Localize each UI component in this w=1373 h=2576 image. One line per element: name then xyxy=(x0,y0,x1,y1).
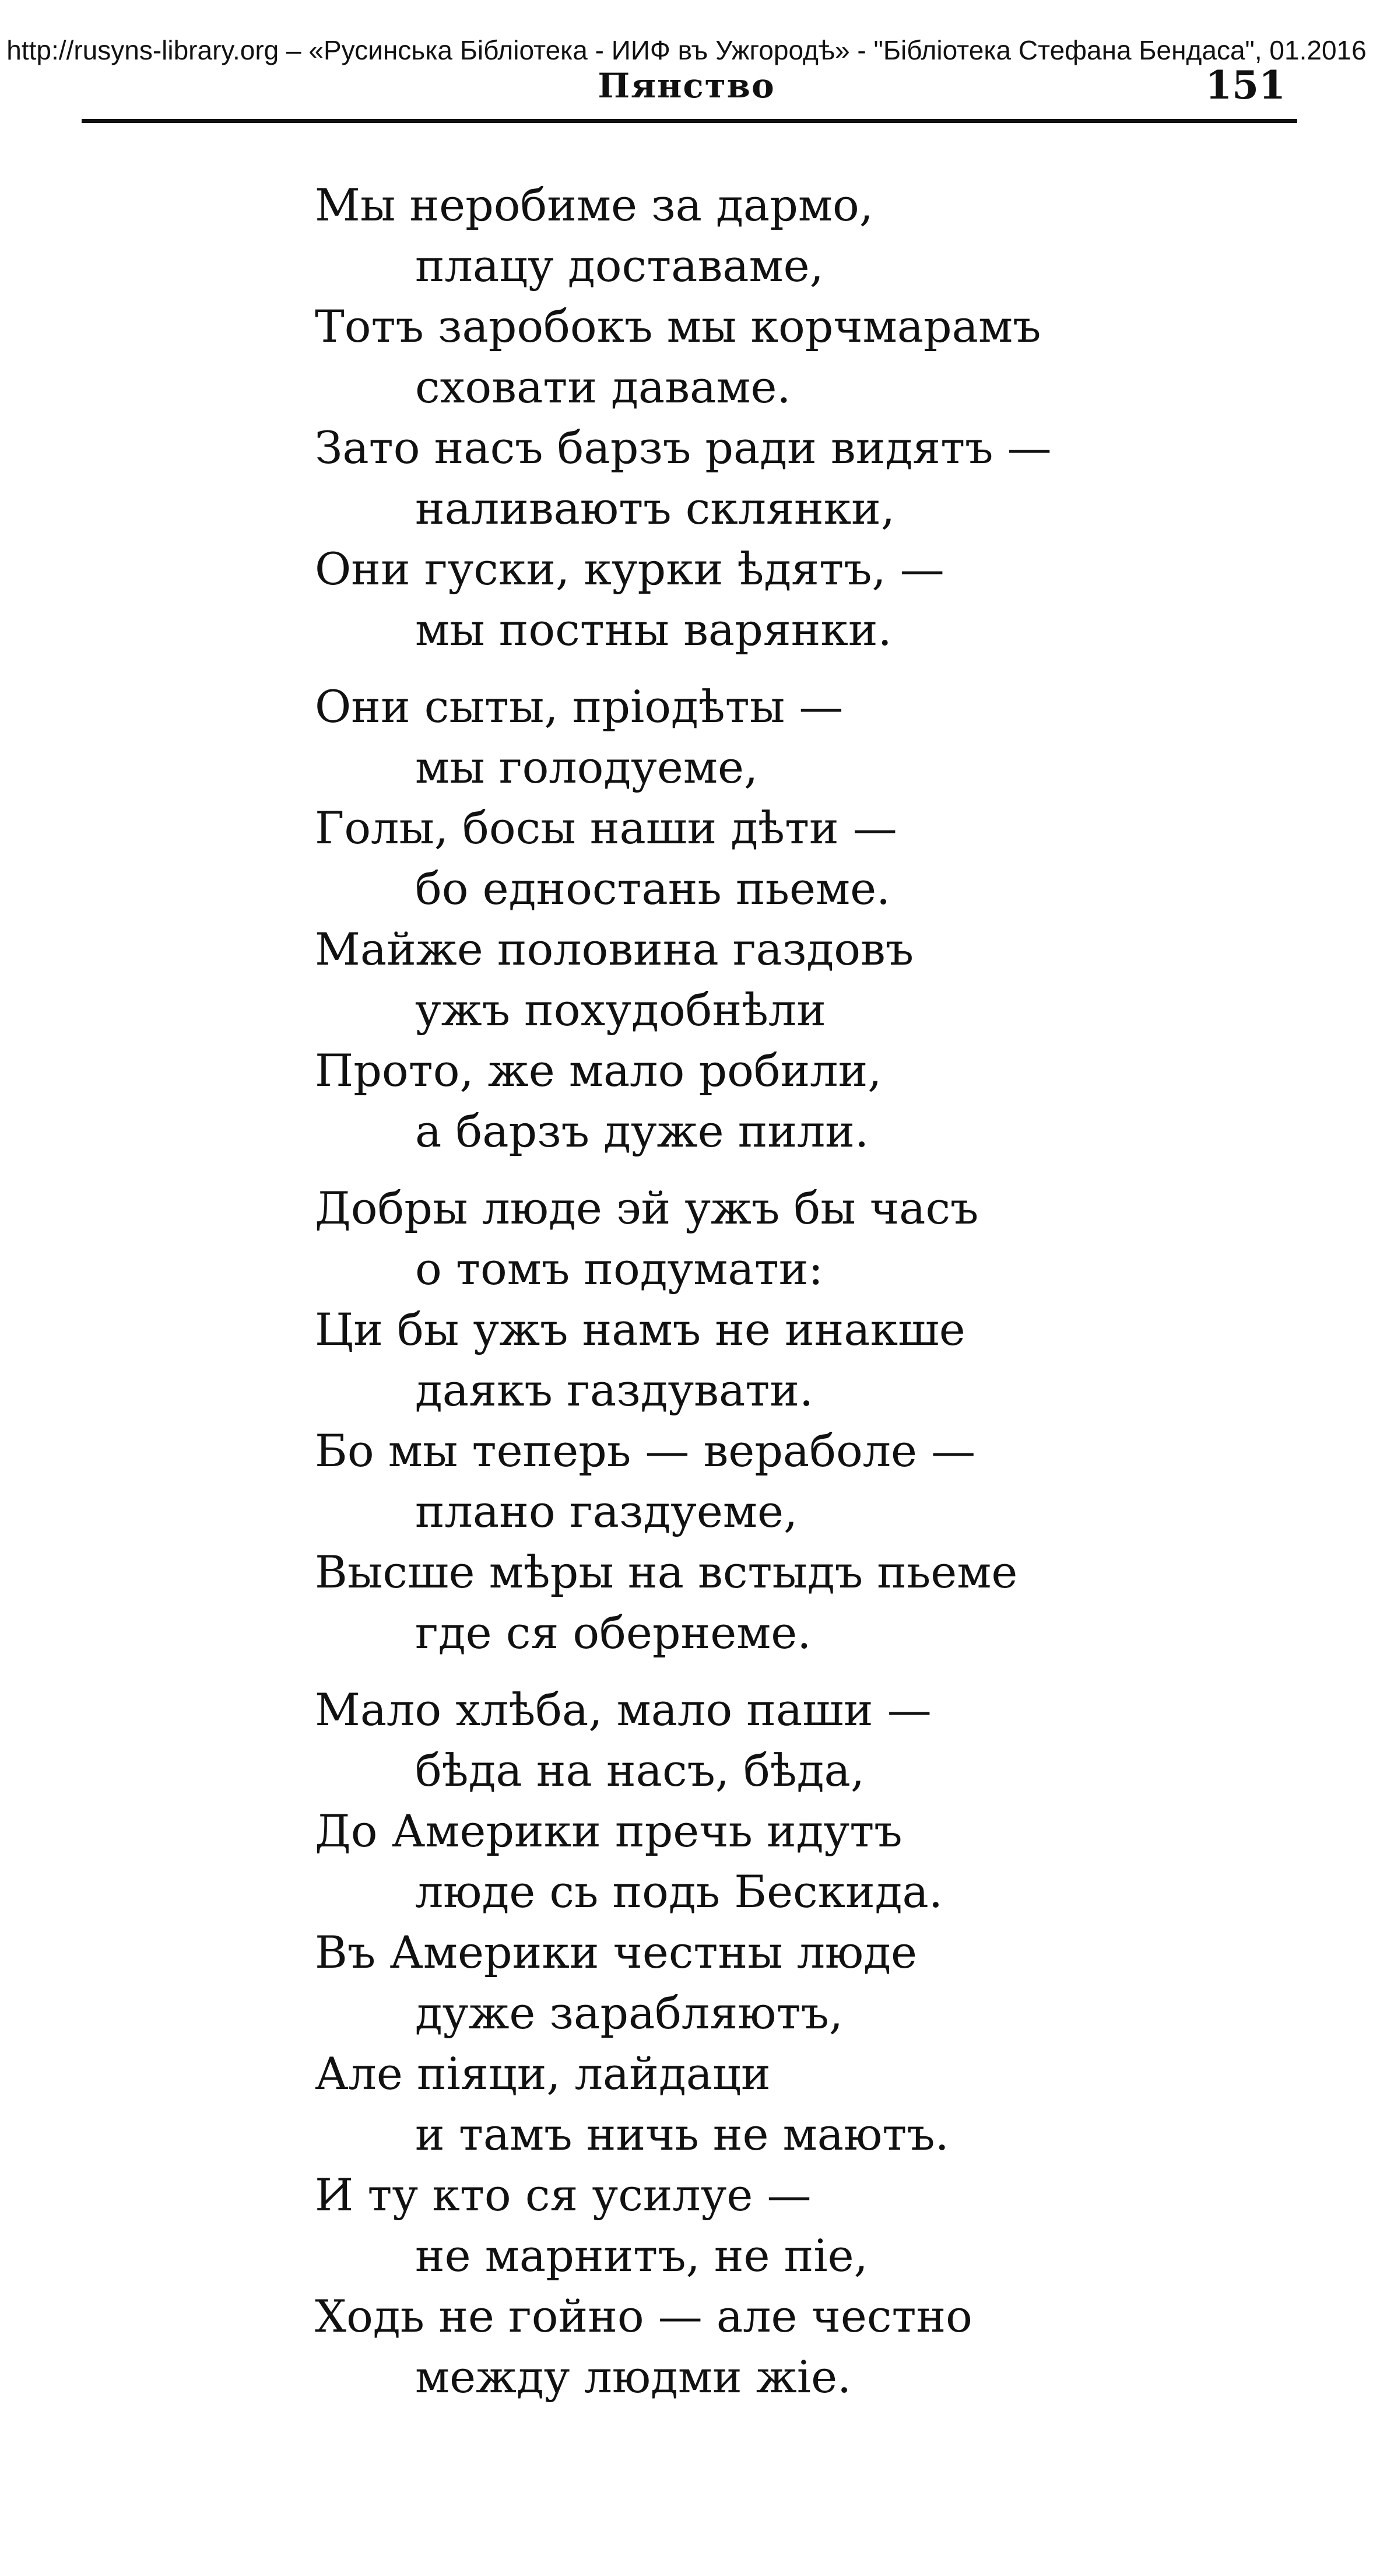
verse-line: Прото, же мало робили, xyxy=(315,1045,882,1096)
verse-line: между людми жіе. xyxy=(415,2351,852,2403)
verse-line: Они сыты, пріодѣты — xyxy=(315,681,844,733)
verse-line: плано газдуеме, xyxy=(415,1485,798,1537)
verse-line: мы голодуеме, xyxy=(415,741,759,793)
verse-line: Высше мѣры на встыдъ пьеме xyxy=(315,1546,1018,1598)
verse-line: Майже половина газдовъ xyxy=(315,923,914,975)
verse-line: И ту кто ся усилуе — xyxy=(315,2169,812,2221)
running-head xyxy=(0,63,1373,110)
verse-line: о томъ подумати: xyxy=(415,1243,823,1295)
verse-line: где ся обернеме. xyxy=(415,1607,812,1659)
verse-line: и тамъ ничь не маютъ. xyxy=(415,2108,949,2160)
verse-line: Мало хлѣба, мало паши — xyxy=(315,1684,932,1736)
verse-line: Голы, босы наши дѣти — xyxy=(315,802,897,854)
source-url-line: http://rusyns-library.org – «Русинська Бібліотека - ИИФ въ Ужгородѣ» - "Бібліотека Стефана Бендаса", 01.2016 xyxy=(6,35,1367,65)
verse-line: не марнитъ, не піе, xyxy=(415,2230,868,2281)
verse-line: дуже зарабляютъ, xyxy=(415,1987,843,2039)
stanza xyxy=(315,677,1224,1162)
running-title: Пянство xyxy=(598,66,775,106)
verse-line: Мы неробиме за дармо, xyxy=(315,179,873,231)
verse-line: Въ Америки честны люде xyxy=(315,1926,917,1978)
verse-line: ужъ похудобнѣли xyxy=(415,984,826,1036)
header-rule xyxy=(82,119,1297,123)
stanza xyxy=(315,1178,1224,1663)
page-number: 151 xyxy=(1205,62,1286,108)
verse-line: Зато насъ барзъ ради видятъ — xyxy=(315,422,1052,474)
verse-line: бѣда на насъ, бѣда, xyxy=(415,1744,865,1796)
verse-line: бо едностань пьеме. xyxy=(415,863,891,914)
verse-line: Они гуски, курки ѣдятъ, — xyxy=(315,543,944,595)
verse-line: даякъ газдувати. xyxy=(415,1364,814,1416)
verse-line: сховати даваме. xyxy=(415,361,791,413)
verse-line: мы постны варянки. xyxy=(415,604,892,656)
verse-line: люде сь подь Бескида. xyxy=(415,1866,943,1918)
verse-line: а барзъ дуже пили. xyxy=(415,1105,869,1157)
verse-line: Але піяци, лайдаци xyxy=(315,2048,771,2100)
verse-line: Бо мы теперь — вераболе — xyxy=(315,1425,976,1477)
verse-line: наливаютъ склянки, xyxy=(415,482,895,534)
verse-line: До Америки пречь идутъ xyxy=(315,1805,903,1857)
verse-line: Ходь не гойно — але честно xyxy=(315,2290,972,2342)
verse-line: Ци бы ужъ намъ не инакше xyxy=(315,1303,965,1355)
verse-line: Добры люде эй ужъ бы часъ xyxy=(315,1182,979,1234)
poem-body xyxy=(315,175,1224,2424)
stanza xyxy=(315,1680,1224,2407)
verse-line: плацу доставаме, xyxy=(415,240,824,292)
verse-line: Тотъ заробокъ мы корчмарамъ xyxy=(315,300,1041,352)
stanza xyxy=(315,175,1224,660)
